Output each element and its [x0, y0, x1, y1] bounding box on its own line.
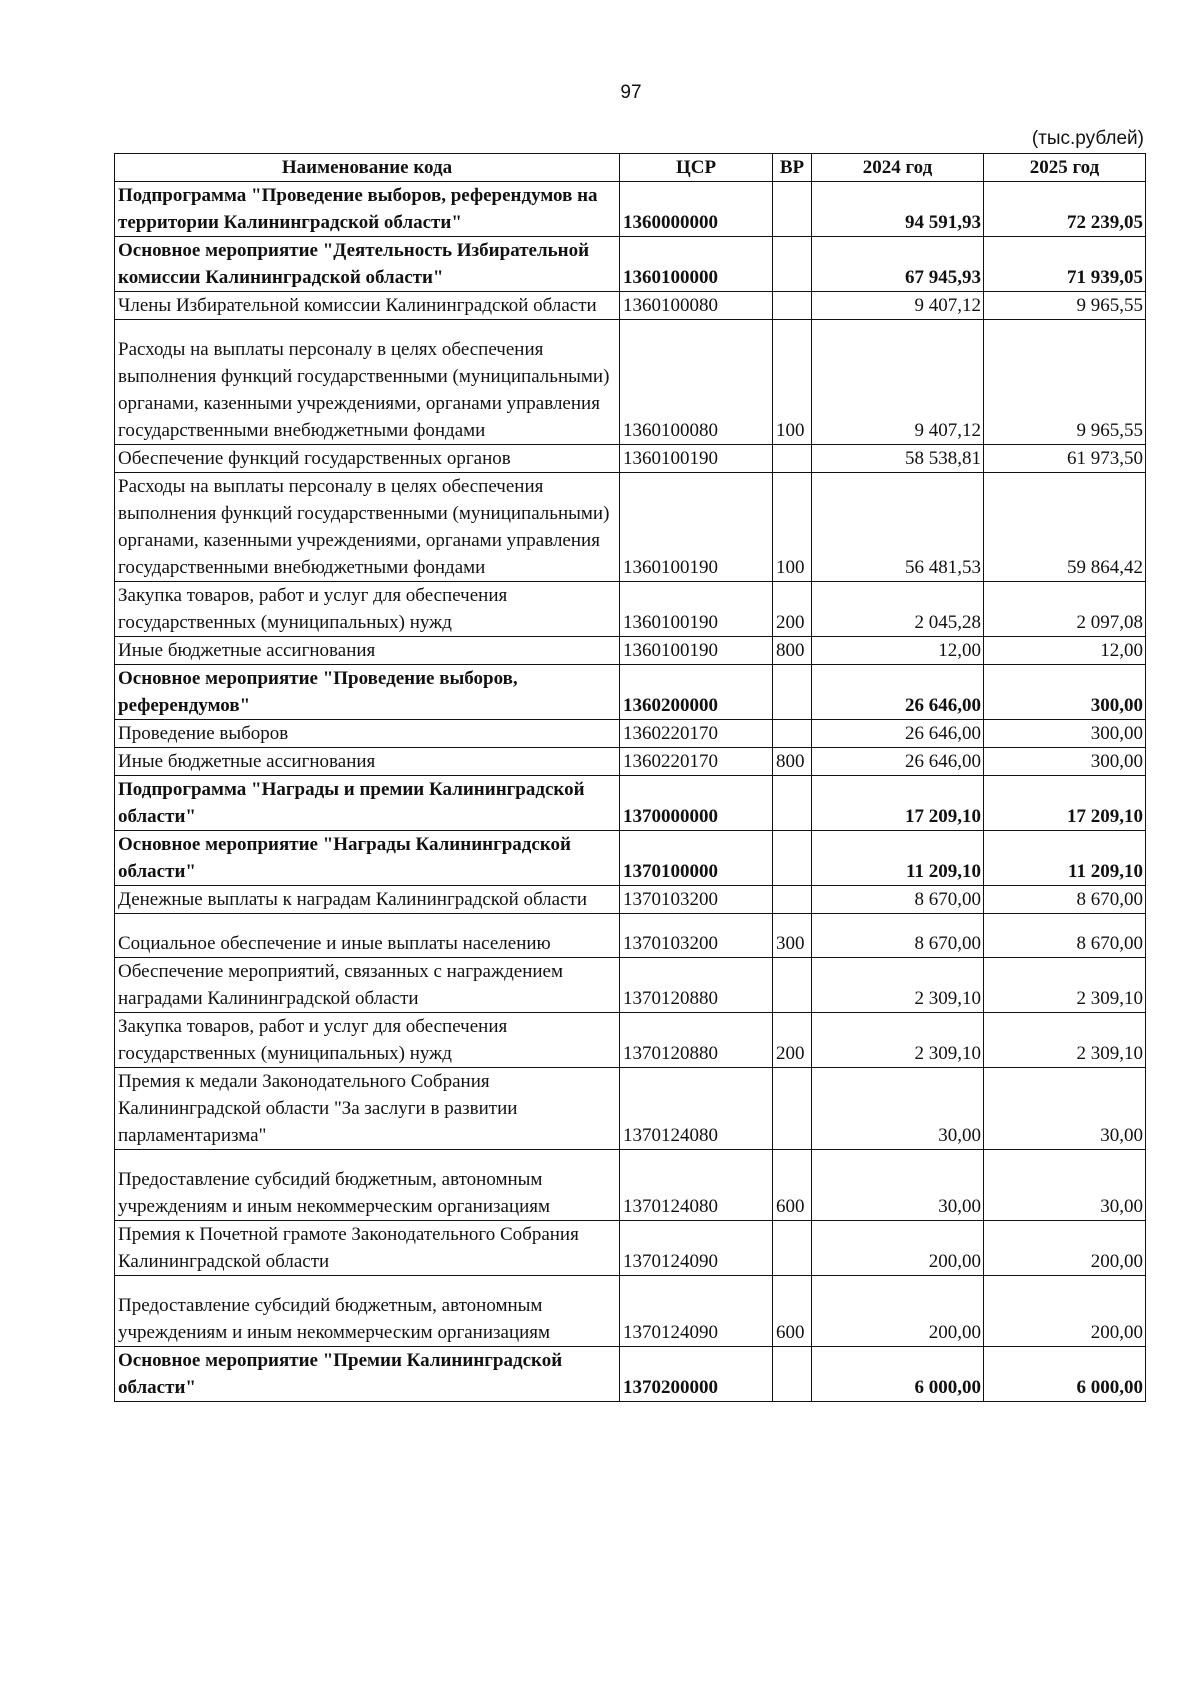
table-row	[115, 886, 1146, 914]
cell-2025: 72 239,05	[984, 182, 1146, 237]
budget-table	[114, 153, 1146, 1402]
cell-vr: 100	[773, 320, 812, 445]
cell-csr: 1360220170	[620, 720, 773, 748]
table-row	[115, 473, 1146, 582]
table-row	[115, 582, 1146, 637]
table-row	[115, 720, 1146, 748]
cell-2024: 9 407,12	[812, 292, 984, 320]
cell-name: Закупка товаров, работ и услуг для обеспечения государственных (муниципальных) нужд	[115, 1013, 620, 1068]
table-row	[115, 445, 1146, 473]
cell-name: Подпрограмма "Проведение выборов, референдумов на территории Калининградской области"	[115, 182, 620, 237]
cell-csr: 1360100190	[620, 637, 773, 665]
cell-csr: 1370103200	[620, 886, 773, 914]
table-row	[115, 1068, 1146, 1150]
cell-2025: 200,00	[984, 1221, 1146, 1276]
cell-2024: 94 591,93	[812, 182, 984, 237]
cell-vr	[773, 237, 812, 292]
table-row	[115, 1276, 1146, 1347]
cell-2024: 2 045,28	[812, 582, 984, 637]
units-label: (тыс.рублей)	[1031, 128, 1144, 149]
cell-csr: 1370100000	[620, 831, 773, 886]
cell-2024: 200,00	[812, 1276, 984, 1347]
cell-vr	[773, 831, 812, 886]
cell-name: Основное мероприятие "Награды Калининградской области"	[115, 831, 620, 886]
cell-vr: 100	[773, 473, 812, 582]
cell-2024: 2 309,10	[812, 958, 984, 1013]
cell-2024: 8 670,00	[812, 914, 984, 958]
cell-vr: 800	[773, 637, 812, 665]
cell-2024: 26 646,00	[812, 748, 984, 776]
cell-2024: 30,00	[812, 1068, 984, 1150]
cell-csr: 1360220170	[620, 748, 773, 776]
cell-2025: 8 670,00	[984, 914, 1146, 958]
header-name: Наименование кода	[115, 154, 620, 182]
cell-vr	[773, 886, 812, 914]
header-2025: 2025 год	[984, 154, 1146, 182]
cell-csr: 1370124080	[620, 1068, 773, 1150]
table-row	[115, 831, 1146, 886]
cell-2025: 300,00	[984, 748, 1146, 776]
cell-name: Обеспечение мероприятий, связанных с награждением наградами Калининградской области	[115, 958, 620, 1013]
cell-vr	[773, 1347, 812, 1402]
cell-name: Премия к медали Законодательного Собрания Калининградской области "За заслуги в развитии парламентаризма"	[115, 1068, 620, 1150]
cell-2025: 2 097,08	[984, 582, 1146, 637]
cell-2025: 300,00	[984, 720, 1146, 748]
cell-2024: 67 945,93	[812, 237, 984, 292]
table-row	[115, 292, 1146, 320]
cell-2025: 8 670,00	[984, 886, 1146, 914]
cell-name: Закупка товаров, работ и услуг для обеспечения государственных (муниципальных) нужд	[115, 582, 620, 637]
cell-csr: 1360100190	[620, 445, 773, 473]
cell-name: Обеспечение функций государственных органов	[115, 445, 620, 473]
cell-2025: 9 965,55	[984, 320, 1146, 445]
cell-2025: 6 000,00	[984, 1347, 1146, 1402]
cell-name: Денежные выплаты к наградам Калининградской области	[115, 886, 620, 914]
table-row	[115, 1013, 1146, 1068]
cell-2024: 12,00	[812, 637, 984, 665]
cell-csr: 1360100190	[620, 473, 773, 582]
cell-csr: 1370000000	[620, 776, 773, 831]
cell-name: Иные бюджетные ассигнования	[115, 748, 620, 776]
cell-csr: 1370103200	[620, 914, 773, 958]
cell-vr	[773, 445, 812, 473]
cell-name: Основное мероприятие "Премии Калининградской области"	[115, 1347, 620, 1402]
cell-name: Социальное обеспечение и иные выплаты населению	[115, 914, 620, 958]
cell-2025: 2 309,10	[984, 958, 1146, 1013]
cell-csr: 1370120880	[620, 958, 773, 1013]
cell-csr: 1370124090	[620, 1221, 773, 1276]
cell-2024: 30,00	[812, 1150, 984, 1221]
table-row	[115, 958, 1146, 1013]
cell-csr: 1360200000	[620, 665, 773, 720]
cell-name: Предоставление субсидий бюджетным, автономным учреждениям и иным некоммерческим организациям	[115, 1150, 620, 1221]
cell-vr	[773, 776, 812, 831]
cell-csr: 1370200000	[620, 1347, 773, 1402]
cell-csr: 1360000000	[620, 182, 773, 237]
cell-2024: 58 538,81	[812, 445, 984, 473]
cell-vr	[773, 1068, 812, 1150]
cell-csr: 1360100080	[620, 320, 773, 445]
cell-name: Расходы на выплаты персоналу в целях обеспечения выполнения функций государственными (муниципальными) органами, казенными учреждениями, органами управления государственными внебюджетными фондами	[115, 473, 620, 582]
cell-2024: 8 670,00	[812, 886, 984, 914]
table-row	[115, 1150, 1146, 1221]
table-row	[115, 1221, 1146, 1276]
cell-2025: 2 309,10	[984, 1013, 1146, 1068]
table-header-row	[115, 154, 1146, 182]
cell-vr: 200	[773, 1013, 812, 1068]
table-row	[115, 665, 1146, 720]
cell-2025: 12,00	[984, 637, 1146, 665]
cell-csr: 1370124090	[620, 1276, 773, 1347]
cell-name: Предоставление субсидий бюджетным, автономным учреждениям и иным некоммерческим организациям	[115, 1276, 620, 1347]
header-2024: 2024 год	[812, 154, 984, 182]
table-row	[115, 320, 1146, 445]
cell-vr: 800	[773, 748, 812, 776]
cell-2024: 200,00	[812, 1221, 984, 1276]
cell-vr: 200	[773, 582, 812, 637]
cell-vr	[773, 665, 812, 720]
header-vr: ВР	[773, 154, 812, 182]
cell-2024: 2 309,10	[812, 1013, 984, 1068]
cell-name: Члены Избирательной комиссии Калининградской области	[115, 292, 620, 320]
table-row	[115, 1347, 1146, 1402]
cell-vr	[773, 1221, 812, 1276]
header-csr: ЦСР	[620, 154, 773, 182]
cell-2024: 56 481,53	[812, 473, 984, 582]
cell-vr: 600	[773, 1276, 812, 1347]
cell-vr	[773, 958, 812, 1013]
cell-2025: 11 209,10	[984, 831, 1146, 886]
table-row	[115, 237, 1146, 292]
table-row	[115, 776, 1146, 831]
cell-2025: 30,00	[984, 1150, 1146, 1221]
cell-vr: 600	[773, 1150, 812, 1221]
cell-2025: 9 965,55	[984, 292, 1146, 320]
cell-2024: 26 646,00	[812, 720, 984, 748]
cell-2025: 61 973,50	[984, 445, 1146, 473]
cell-name: Расходы на выплаты персоналу в целях обеспечения выполнения функций государственными (муниципальными) органами, казенными учреждениями, органами управления государственными внебюджетными фондами	[115, 320, 620, 445]
cell-2025: 71 939,05	[984, 237, 1146, 292]
cell-vr: 300	[773, 914, 812, 958]
cell-name: Основное мероприятие "Проведение выборов, референдумов"	[115, 665, 620, 720]
table-row	[115, 182, 1146, 237]
cell-vr	[773, 292, 812, 320]
table-row	[115, 914, 1146, 958]
cell-2025: 300,00	[984, 665, 1146, 720]
cell-vr	[773, 182, 812, 237]
table-row	[115, 748, 1146, 776]
cell-name: Иные бюджетные ассигнования	[115, 637, 620, 665]
cell-name: Основное мероприятие "Деятельность Избирательной комиссии Калининградской области"	[115, 237, 620, 292]
cell-name: Проведение выборов	[115, 720, 620, 748]
cell-2024: 9 407,12	[812, 320, 984, 445]
cell-2024: 17 209,10	[812, 776, 984, 831]
page-number: 97	[620, 82, 642, 103]
cell-csr: 1360100000	[620, 237, 773, 292]
cell-2024: 6 000,00	[812, 1347, 984, 1402]
cell-2025: 17 209,10	[984, 776, 1146, 831]
cell-csr: 1370120880	[620, 1013, 773, 1068]
table-body	[115, 182, 1146, 1402]
cell-csr: 1360100190	[620, 582, 773, 637]
cell-name: Премия к Почетной грамоте Законодательного Собрания Калининградской области	[115, 1221, 620, 1276]
cell-2025: 200,00	[984, 1276, 1146, 1347]
cell-name: Подпрограмма "Награды и премии Калининградской области"	[115, 776, 620, 831]
table-row	[115, 637, 1146, 665]
cell-csr: 1370124080	[620, 1150, 773, 1221]
cell-2025: 59 864,42	[984, 473, 1146, 582]
cell-2024: 11 209,10	[812, 831, 984, 886]
cell-vr	[773, 720, 812, 748]
cell-2025: 30,00	[984, 1068, 1146, 1150]
cell-2024: 26 646,00	[812, 665, 984, 720]
cell-csr: 1360100080	[620, 292, 773, 320]
